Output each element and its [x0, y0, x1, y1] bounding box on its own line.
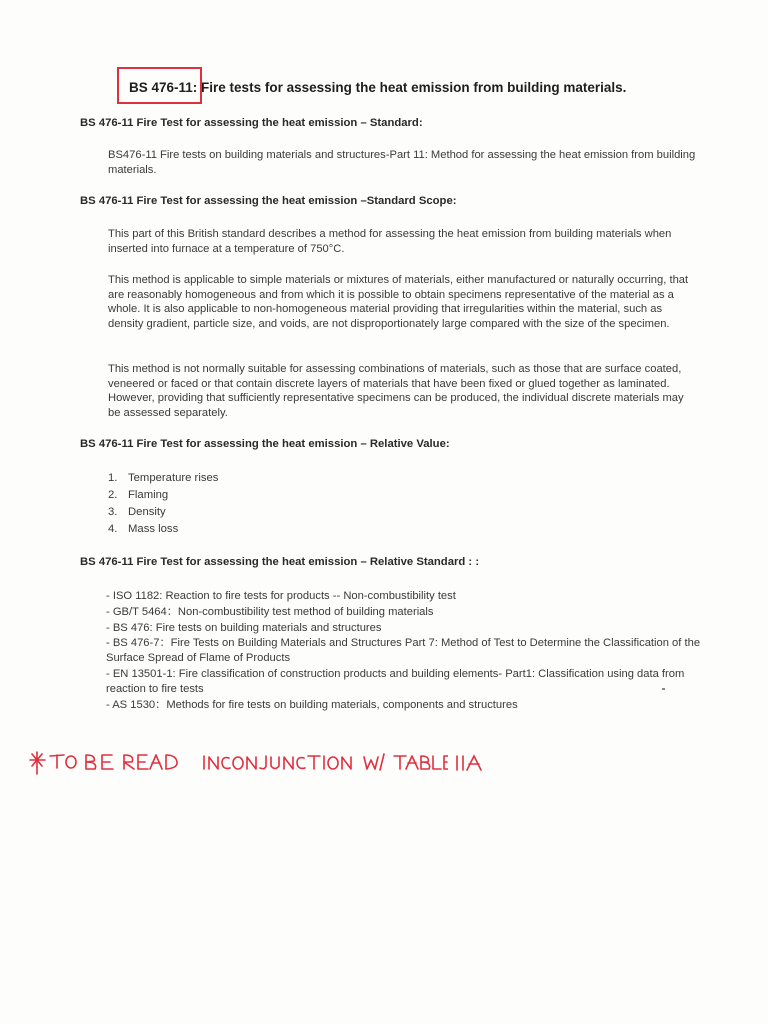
relative-standard-list [106, 589, 706, 713]
scan-speck [662, 688, 665, 690]
red-annotation-box [117, 67, 202, 104]
list-item: 4. Mass loss [108, 523, 179, 535]
list-item: 3. Density [108, 506, 166, 518]
title-code: BS 476-11: [129, 80, 198, 95]
title-text: Fire tests for assessing the heat emission from building materials. [197, 80, 627, 95]
list-item: - EN 13501-1: Fire classification of construction products and building elements- Part1: Classification using data from reaction to fire tests [106, 667, 685, 695]
heading-relative-value: BS 476-11 Fire Test for assessing the heat emission – Relative Value: [80, 438, 450, 450]
heading-standard: BS 476-11 Fire Test for assessing the heat emission – Standard: [80, 117, 423, 129]
paragraph-scope-3: This method is not normally suitable for assessing combinations of materials, such as those that are surface coated, veneered or faced or that contain discrete layers of materials that have been fixed or glued together as laminated. However, providing that sufficiently representative specimens can be produced, the individual discrete materials may be assessed separately. [108, 363, 684, 419]
paragraph-scope-2: This method is applicable to simple materials or mixtures of materials, either manufactured or naturally occurring, that are reasonably homogeneous and from which it is possible to obtain specimens representative of the material as a whole. It is also applicable to non-homogeneous material providing that irregularities within the material, such as density gradient, particle size, and voids, are not disproportionately large compared with the size of the specimen. [108, 274, 689, 330]
heading-scope: BS 476-11 Fire Test for assessing the heat emission –Standard Scope: [80, 195, 457, 207]
relative-value-list [108, 470, 218, 538]
list-item: 1. Temperature rises [108, 472, 219, 484]
list-item: - BS 476: Fire tests on building materials and structures [106, 621, 382, 634]
handwritten-note-table-ref [454, 752, 486, 776]
heading-relative-standard: BS 476-11 Fire Test for assessing the heat emission – Relative Standard : : [80, 556, 480, 568]
document-title [121, 79, 626, 97]
handwritten-note [28, 750, 448, 778]
list-item: - AS 1530：Methods for fire tests on building materials, components and structures [106, 698, 518, 711]
paragraph-standard: BS476-11 Fire tests on building materials and structures-Part 11: Method for assessing the heat emission from building materials. [108, 149, 696, 176]
list-item: - BS 476-7：Fire Tests on Building Materials and Structures Part 7: Method of Test to Determine the Classification of the Surface Spread of Flame of Products [106, 637, 701, 665]
list-item: 2. Flaming [108, 489, 169, 501]
list-item: - ISO 1182: Reaction to fire tests for products -- Non-combustibility test [106, 590, 456, 602]
paragraph-scope-1: This part of this British standard describes a method for assessing the heat emission from building materials when inserted into furnace at a temperature of 750°C. [108, 228, 672, 255]
list-item: - GB/T 5464：Non-combustibility test method of building materials [106, 605, 434, 618]
